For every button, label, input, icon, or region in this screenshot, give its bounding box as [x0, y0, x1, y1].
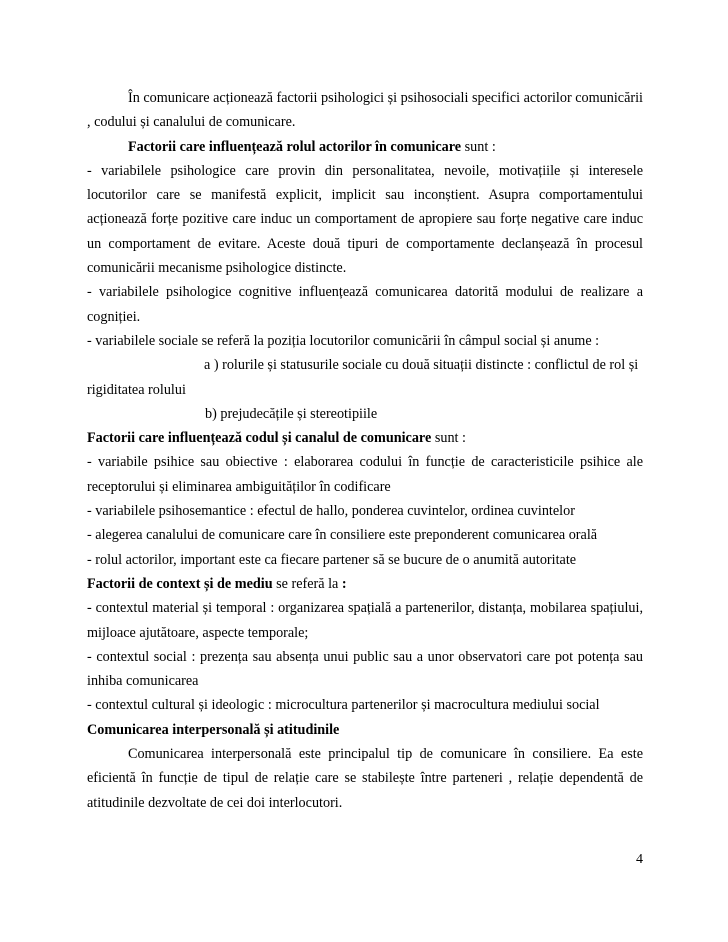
code-item-channel: - alegerea canalului de comunicare care în consiliere este preponderent comunicarea orală [87, 527, 598, 544]
interpersonal-heading: Comunicarea interpersonală și atitudinile [87, 721, 340, 738]
context-heading-mid: se referă la [272, 575, 342, 592]
actors-heading: Factorii care influențează rolul actorilor în comunicare [128, 138, 462, 155]
context-item-cultural: - contextul cultural și ideologic : microcultura partenerilor și macrocultura mediului social [87, 697, 600, 714]
context-heading-colon: : [341, 575, 347, 592]
code-item-psychic: - variabile psihice sau obiective : elaborarea codului în funcție de caracteristicile psihice ale receptorului și eliminarea ambiguităților în codificare [87, 454, 643, 495]
page-number: 4 [636, 852, 643, 867]
context-heading: Factorii de context și de mediu [87, 575, 273, 592]
interpersonal-heading-line [87, 718, 643, 742]
sub-item-a-line2: rigiditatea rolului [87, 381, 186, 398]
intro-paragraph: În comunicare acționează factorii psihologici și psihosociali specifici actorilor comunicării , codului și canalului de comunicare. [87, 90, 643, 131]
context-item-material: - contextul material și temporal : organizarea spațială a partenerilor, distanța, mobilarea spațiului, mijloace ajutătoare, aspecte temporale; [87, 600, 643, 641]
actors-item-psychological: - variabilele psihologice care provin din personalitatea, nevoile, motivațiile și interesele locutorilor care se manifestă explicit, implicit sau inconștient. Asupra comportamentului acționează forțe pozitive care induc un comportament de apropiere sau forțe negative care induc un comportament de evitare. Aceste două tipuri de comportamente declanșează în procesul comunicării mecanisme psihologice distincte. [87, 162, 643, 277]
context-heading-line [87, 572, 643, 596]
sub-item-b: b) prejudecățile și stereotipiile [205, 405, 378, 422]
code-heading: Factorii care influențează codul și canalul de comunicare [87, 430, 432, 447]
actors-heading-line [87, 135, 643, 159]
actors-item-social: - variabilele sociale se referă la poziția locutorilor comunicării în câmpul social și anume : [87, 332, 600, 349]
code-item-psychosemantic: - variabilele psihosemantice : efectul de hallo, ponderea cuvintelor, ordinea cuvintelor [87, 503, 575, 520]
code-heading-tail: sunt : [431, 430, 466, 447]
page-body [87, 86, 643, 815]
interpersonal-paragraph: Comunicarea interpersonală este principalul tip de comunicare în consiliere. Ea este eficientă în funcție de tipul de relație care se stabilește între parteneri , relație dependentă de atitudinile dezvoltate de cei doi interlocutori. [87, 746, 643, 811]
context-item-social: - contextul social : prezența sau absența unui public sau a unor observatori care pot potența sau inhiba comunicarea [87, 648, 643, 690]
code-item-actors-role: - rolul actorilor, important este ca fiecare partener să se bucure de o anumită autoritate [87, 551, 577, 568]
sub-item-a-line1: a ) rolurile și statusurile sociale cu două situații distincte : conflictul de rol și [204, 357, 639, 374]
actors-heading-tail: sunt : [461, 138, 496, 155]
code-heading-line [87, 426, 643, 450]
actors-item-cognitive: - variabilele psihologice cognitive influențează comunicarea datorită modului de realizare a cogniției. [87, 284, 643, 325]
